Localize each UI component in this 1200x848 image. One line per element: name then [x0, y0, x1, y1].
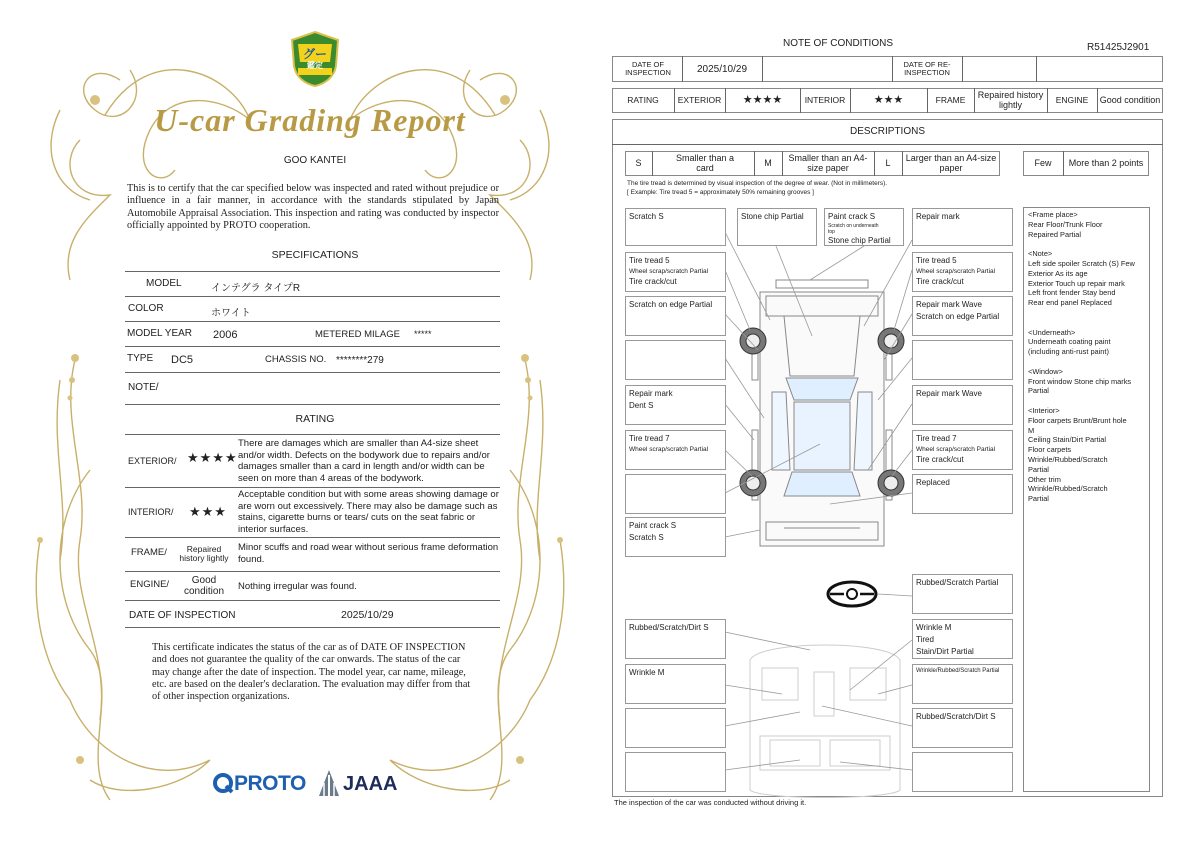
box-text: Wheel scrap/scratch Partial [629, 268, 709, 275]
box-text: Repair mark Wave [916, 389, 982, 398]
type-value: DC5 [171, 354, 194, 366]
note-line: Repaired Partial [1028, 229, 1081, 239]
box-empty-left-2 [625, 474, 726, 514]
conditions-footer: The inspection of the car was conducted without driving it. [614, 798, 807, 807]
frame-label: FRAME/ [131, 547, 167, 558]
box-scratch-s [625, 208, 726, 246]
note-line: <Interior> [1028, 405, 1060, 415]
box-paint-crack-top [824, 208, 904, 246]
legend-m-text: Smaller than an A4-size paper [788, 152, 868, 173]
box-text: Stain/Dirt Partial [916, 647, 974, 656]
certificate-footer: This certificate indicates the status of the car as of DATE OF INSPECTION and does not guarantee the quality of the car onwards. The status of the car may change after the date of inspection. The model year, car name, mileage, etc. are based on the dealer's declaration. The evaluation may differ from that of other inspection organizations. [152, 642, 471, 703]
note-line: Floor carpets Brunt/Brunt hole [1028, 415, 1127, 425]
note-line [1028, 318, 1148, 328]
box-text: Wheel scrap/scratch Partial [629, 446, 709, 453]
certificate-intro: This is to certify that the car specified below was inspected and rated without prejudice or influence in a fair manner, in accordance with the standards stipulated by Japan Automobile Appraisal Association. This inspection and rating was conducted by inspector officially appointed by PROTO cooperation. [127, 183, 499, 231]
box-text: Wrinkle M [629, 668, 665, 677]
note-line: Exterior Touch up repair mark [1028, 278, 1125, 288]
note-label: NOTE/ [128, 382, 159, 393]
frame-text: Minor scuffs and road wear without serious frame deformation found. [238, 542, 499, 565]
conditions-title: NOTE OF CONDITIONS [783, 38, 893, 49]
note-line: Wrinkle/Rubbed/Scratch [1028, 484, 1108, 494]
jaaa-logo: JAAA [343, 773, 398, 795]
box-text: Tire tread 7 [916, 434, 957, 443]
note-line: Wrinkle/Rubbed/Scratch [1028, 454, 1108, 464]
box-empty-right-1 [912, 340, 1013, 380]
box-edge-left [625, 296, 726, 336]
engine-value: Good condition [1099, 94, 1161, 105]
note-line: Ceiling Stain/Dirt Partial [1028, 435, 1107, 445]
box-text: top [828, 229, 835, 235]
engine-text: Nothing irregular was found. [238, 581, 357, 592]
note-line: (including anti-rust paint) [1028, 347, 1109, 357]
jaaa-logo-icon [318, 769, 340, 797]
exterior-label: EXTERIOR/ [128, 456, 177, 466]
box-repair-mark [912, 208, 1013, 246]
note-line [1028, 357, 1148, 367]
goo-kantei-badge [288, 30, 342, 88]
date-value: 2025/10/29 [341, 609, 394, 621]
milage-label: METERED MILAGE [315, 329, 400, 340]
box-text: Scratch on edge Partial [629, 300, 713, 309]
box-text: Wrinkle/Rubbed/Scratch Partial [916, 668, 1000, 674]
year-label: MODEL YEAR [127, 328, 193, 339]
date-label: DATE OF INSPECTION [129, 610, 236, 621]
note-line: <Frame place> [1028, 210, 1078, 219]
box-text: Tire tread 5 [916, 256, 957, 265]
specs-heading: SPECIFICATIONS [271, 249, 359, 261]
box-text: Repair mark [629, 389, 673, 398]
box-empty-left-4 [625, 752, 726, 792]
conditions-panel [600, 0, 1200, 848]
box-text: Repair mark [916, 212, 960, 221]
rating-heading: RATING [295, 413, 335, 425]
frame-value: Repaired history lightly [179, 543, 229, 563]
engine-label: ENGINE/ [130, 579, 170, 590]
legend-m: M [764, 157, 772, 168]
box-text: Scratch on underneath [828, 223, 879, 229]
note-line [1028, 239, 1148, 249]
date-insp-label: DATE OF INSPECTION [625, 59, 671, 77]
note-line: <Note> [1028, 249, 1053, 259]
chassis-value: ********279 [336, 355, 384, 366]
interior-text: Acceptable condition but with some areas showing damage or are worn out excessively. There may also be damage such as stains, cigarette burns or tears/ cuts on the seat fabric or interior surfaces. [238, 489, 499, 535]
box-text: Tired [916, 635, 934, 644]
box-paint-crack-rear [625, 517, 726, 557]
note-line: Underneath coating paint [1028, 337, 1111, 347]
badge-bottom-text: 鑑定 [307, 61, 323, 70]
box-empty-left-3 [625, 708, 726, 748]
box-tire-fl [625, 252, 726, 292]
tire-example: [ Example: Tire tread 5 = approximately 50% remaining grooves ] [627, 189, 814, 196]
box-tire-fr [912, 252, 1013, 292]
badge-top-text: グー [302, 47, 327, 61]
exterior-stars: ★★★★ [187, 450, 238, 465]
note-line: Left side spoiler Scratch (S) Few [1028, 258, 1135, 268]
engine-value: Good condition [183, 575, 225, 597]
chassis-label: CHASSIS NO. [265, 354, 327, 365]
reference-number: R51425J2901 [1087, 42, 1150, 53]
box-int-right-low [912, 708, 1013, 748]
note-line: <Underneath> [1028, 327, 1076, 337]
box-text: Replaced [916, 478, 950, 487]
box-int-left-mid [625, 664, 726, 704]
note-line: Partial [1028, 494, 1049, 504]
box-repair-wave-r [912, 385, 1013, 425]
box-text: Stone chip Partial [828, 236, 891, 245]
model-label: MODEL [146, 278, 182, 289]
exterior-value: ★★★★ [742, 94, 783, 107]
box-empty-left-1 [625, 340, 726, 380]
box-text: Rubbed/Scratch/Dirt S [916, 712, 996, 721]
exterior-label: EXTERIOR [677, 94, 722, 105]
year-value: 2006 [213, 329, 238, 341]
box-text: Tire crack/cut [629, 277, 677, 286]
date-reinsp-label: DATE OF RE-INSPECTION [903, 59, 951, 77]
frame-value: Repaired history lightly [977, 89, 1044, 110]
box-text: Stone chip Partial [741, 212, 804, 221]
legend-s-text: Smaller than a card [675, 152, 735, 173]
box-int-left-top [625, 619, 726, 659]
note-line: Left front fender Stay bend [1028, 288, 1116, 298]
certificate-title: U-car Grading Report [154, 102, 466, 138]
note-line: Other trim [1028, 474, 1061, 484]
legend-s: S [635, 157, 642, 168]
color-value: ホワイト [211, 308, 251, 319]
engine-label: ENGINE [1055, 94, 1089, 105]
box-repair-dent [625, 385, 726, 425]
box-text: Tire crack/cut [916, 277, 964, 286]
certificate-subtitle: GOO KANTEI [283, 155, 347, 166]
box-int-right-mid [912, 664, 1013, 704]
color-label: COLOR [128, 303, 164, 314]
box-text: Dent S [629, 401, 654, 410]
note-line: M [1028, 425, 1035, 435]
interior-label: INTERIOR/ [128, 507, 174, 517]
proto-logo: PROTO [234, 772, 306, 795]
box-text: Rubbed/Scratch Partial [916, 578, 999, 587]
note-line: Exterior As its age [1028, 268, 1088, 278]
note-line [1028, 396, 1148, 406]
box-text: Rubbed/Scratch/Dirt S [629, 623, 709, 632]
note-line [1028, 308, 1148, 318]
box-text: Tire tread 5 [629, 256, 670, 265]
legend-few-text: More than 2 points [1068, 157, 1144, 168]
interior-value: ★★★ [873, 94, 904, 107]
legend-l-text: Larger than an A4-size paper [905, 152, 997, 173]
box-text: Scratch S [629, 533, 664, 542]
descriptions-heading: DESCRIPTIONS [849, 126, 925, 137]
frame-label: FRAME [935, 94, 966, 105]
box-steering [912, 574, 1013, 614]
type-label: TYPE [127, 353, 154, 364]
exterior-text: There are damages which are smaller than A4-size sheet and/or width. Defects on the bodywork due to repairs and/or damages smaller than a card in length and/or width can be seen on more than 4 areas of the bodywork. [238, 438, 490, 484]
box-stone-chip [737, 208, 817, 246]
box-text: Scratch on edge Partial [916, 312, 1000, 321]
box-repair-wave [912, 296, 1013, 336]
proto-logo-icon [212, 772, 234, 794]
note-line: Rear Floor/Trunk Floor [1028, 219, 1103, 229]
interior-label: INTERIOR [804, 94, 846, 105]
note-line: Floor carpets [1028, 445, 1072, 455]
note-line: Front window Stone chip marks [1028, 376, 1132, 386]
box-empty-right-4 [912, 752, 1013, 792]
notes-list [1028, 210, 1148, 504]
box-text: Tire tread 7 [629, 434, 670, 443]
box-text: Wheel scrap/scratch Partial [916, 446, 996, 453]
box-text: Repair mark Wave [916, 300, 982, 309]
box-text: Paint crack S [828, 212, 876, 221]
box-replaced [912, 474, 1013, 514]
box-int-right-top [912, 619, 1013, 659]
legend-few-label: Few [1034, 157, 1052, 168]
legend-l: L [885, 157, 891, 168]
box-tire-rr [912, 430, 1013, 470]
note-line: Rear end panel Replaced [1028, 298, 1112, 308]
box-text: Wheel scrap/scratch Partial [916, 268, 996, 275]
milage-value: ***** [414, 329, 432, 339]
note-line: Partial [1028, 386, 1049, 396]
date-insp-value: 2025/10/29 [696, 63, 748, 75]
box-text: Paint crack S [629, 521, 677, 530]
box-tire-rl [625, 430, 726, 470]
rating-label: RATING [627, 94, 659, 105]
interior-stars: ★★★ [189, 504, 227, 519]
box-text: Tire crack/cut [916, 455, 964, 464]
note-line: Partial [1028, 464, 1049, 474]
box-text: Wrinkle M [916, 623, 952, 632]
note-line: <Window> [1028, 366, 1063, 376]
model-value: インテグラ タイプR [211, 283, 301, 294]
box-text: Scratch S [629, 212, 664, 221]
tire-note: The tire tread is determined by visual inspection of the degree of wear. (Not in millimeters). [627, 180, 888, 187]
